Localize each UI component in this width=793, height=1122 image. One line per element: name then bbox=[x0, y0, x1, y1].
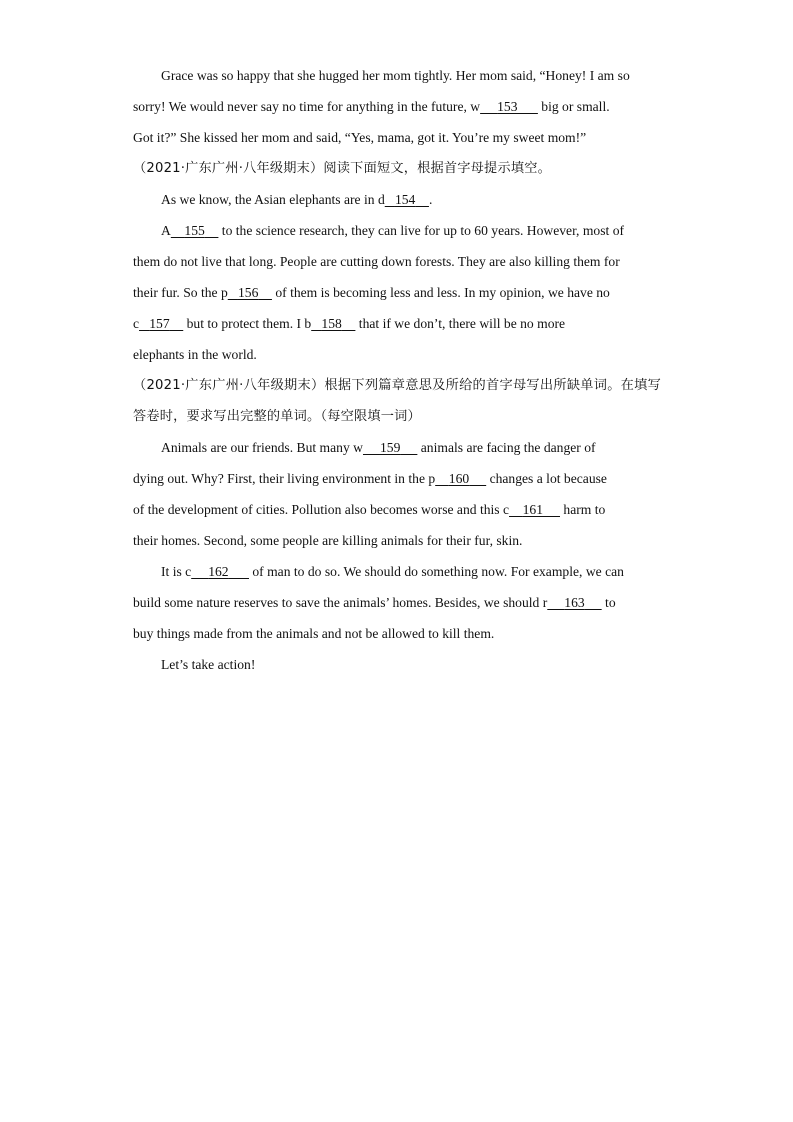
blank-number: 162 bbox=[208, 564, 229, 579]
text: of them is becoming less and less. In my opinion, we have no bbox=[271, 285, 610, 300]
blank-158[interactable] bbox=[311, 308, 355, 339]
passage2-line6 bbox=[133, 339, 661, 370]
blank-number: 161 bbox=[522, 502, 543, 517]
passage1-line3 bbox=[133, 122, 661, 153]
passage3-line6 bbox=[133, 587, 661, 618]
text: buy things made from the animals and not be allowed to kill them. bbox=[133, 626, 495, 641]
blank-number: 156 bbox=[237, 285, 259, 300]
text: their homes. Second, some people are killing animals for their fur, skin. bbox=[133, 533, 523, 548]
passage3-line7 bbox=[133, 618, 661, 649]
blank-number: 159 bbox=[379, 440, 401, 455]
blank-number: 160 bbox=[448, 471, 470, 486]
question-source-2: （2021·广东广州·八年级期末）根据下列篇章意思及所给的首字母写出所缺单词。在填写答卷时，要求写出完整的单词。（每空限填一词） bbox=[133, 378, 661, 424]
passage3-line3 bbox=[133, 494, 661, 525]
blank-160[interactable] bbox=[435, 463, 486, 494]
passage1-line1 bbox=[133, 60, 661, 91]
passage2-line1 bbox=[133, 184, 661, 215]
text: changes a lot because bbox=[486, 471, 607, 486]
text: of man to do so. We should do something now. For example, we can bbox=[248, 564, 624, 579]
passage3-line2 bbox=[133, 463, 661, 494]
blank-161[interactable] bbox=[509, 494, 560, 525]
blank-number: 154 bbox=[394, 192, 416, 207]
question-source-1: （2021·广东广州·八年级期末）阅读下面短文，根据首字母提示填空。 bbox=[133, 161, 551, 176]
text: build some nature reserves to save the animals’ homes. Besides, we should r bbox=[133, 595, 548, 610]
text: harm to bbox=[560, 502, 606, 517]
passage3-line5 bbox=[133, 556, 661, 587]
blank-163[interactable] bbox=[547, 587, 601, 618]
passage3-line8 bbox=[133, 649, 661, 680]
text: that if we don’t, there will be no more bbox=[355, 316, 566, 331]
text: c bbox=[133, 316, 140, 331]
text: elephants in the world. bbox=[133, 347, 257, 362]
blank-number: 153 bbox=[497, 99, 518, 114]
passage2-line2 bbox=[133, 215, 661, 246]
text: Animals are our friends. But many w bbox=[161, 440, 363, 455]
blank-number: 157 bbox=[149, 316, 170, 331]
text: animals are facing the danger of bbox=[417, 440, 596, 455]
blank-number: 158 bbox=[321, 316, 342, 331]
blank-155[interactable] bbox=[171, 215, 219, 246]
document-content bbox=[133, 60, 661, 680]
text: of the development of cities. Pollution also becomes worse and this c bbox=[133, 502, 510, 517]
text: A bbox=[161, 223, 171, 238]
blank-154[interactable] bbox=[385, 184, 429, 215]
text: to bbox=[601, 595, 616, 610]
passage2-line5 bbox=[133, 308, 661, 339]
blank-162[interactable] bbox=[191, 556, 249, 587]
passage3-line1 bbox=[133, 432, 661, 463]
text: Let’s take action! bbox=[161, 657, 256, 672]
blank-number: 155 bbox=[184, 223, 205, 238]
passage2-line3 bbox=[133, 246, 661, 277]
text: dying out. Why? First, their living environment in the p bbox=[133, 471, 436, 486]
text: . bbox=[428, 192, 433, 207]
text: sorry! We would never say no time for anything in the future, w bbox=[133, 99, 481, 114]
text: them do not live that long. People are cutting down forests. They are also killing them for bbox=[133, 254, 620, 269]
text: to the science research, they can live for up to 60 years. However, most of bbox=[218, 223, 625, 238]
text: It is c bbox=[161, 564, 192, 579]
text: their fur. So the p bbox=[133, 285, 228, 300]
text: As we know, the Asian elephants are in d bbox=[161, 192, 385, 207]
text: big or small. bbox=[537, 99, 610, 114]
blank-number: 163 bbox=[564, 595, 585, 610]
text: Got it?” She kissed her mom and said, “Yes, mama, got it. You’re my sweet mom!” bbox=[133, 130, 587, 145]
blank-159[interactable] bbox=[363, 432, 417, 463]
blank-153[interactable] bbox=[480, 91, 538, 122]
text: but to protect them. I b bbox=[183, 316, 312, 331]
passage2-line4 bbox=[133, 277, 661, 308]
blank-156[interactable] bbox=[228, 277, 272, 308]
text: Grace was so happy that she hugged her mom tightly. Her mom said, “Honey! I am so bbox=[161, 68, 630, 83]
passage3-line4 bbox=[133, 525, 661, 556]
blank-157[interactable] bbox=[139, 308, 183, 339]
passage1-line2 bbox=[133, 91, 661, 122]
